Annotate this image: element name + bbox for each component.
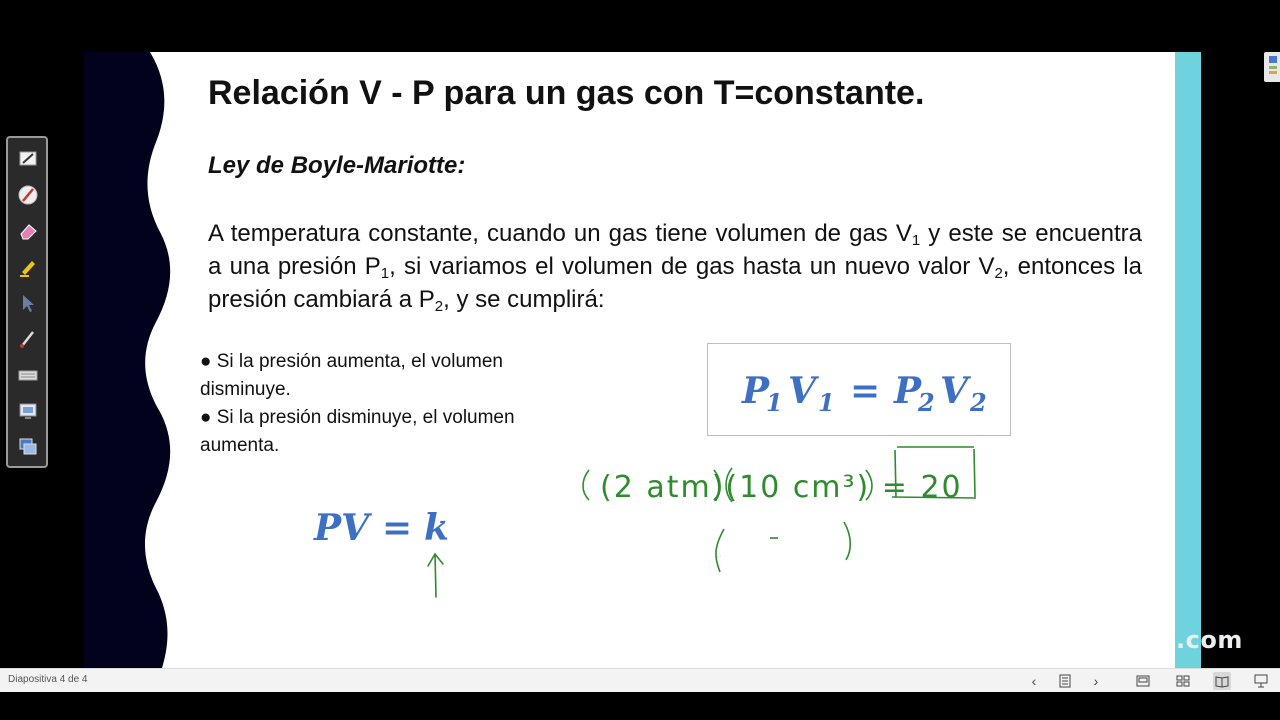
svg-text:PV: PV xyxy=(314,507,370,549)
slide-sorter-icon xyxy=(1176,675,1190,687)
slide-viewport xyxy=(0,52,1280,668)
reading-view-button[interactable] xyxy=(1213,672,1231,690)
svg-text:(2 atm)(10 cm³) = 20: (2 atm)(10 cm³) = 20 xyxy=(600,470,963,505)
svg-text:1: 1 xyxy=(766,388,783,417)
watermark: .com xyxy=(1176,626,1243,654)
accent-strip xyxy=(1175,52,1201,668)
svg-text:V: V xyxy=(788,370,816,412)
previous-slide-button[interactable]: ‹ xyxy=(1031,673,1037,689)
arrow-pointer-icon[interactable] xyxy=(17,292,39,314)
slides-icon[interactable] xyxy=(17,436,39,458)
pen-icon[interactable] xyxy=(17,148,39,170)
normal-view-icon xyxy=(1136,675,1150,687)
notes-icon xyxy=(1059,674,1071,688)
slide xyxy=(84,52,1243,668)
next-slide-button[interactable]: › xyxy=(1093,673,1099,689)
bullet-item: ● Si la presión disminuye, el volumen aumenta. xyxy=(200,407,515,456)
bottom-black-bar xyxy=(0,692,1280,720)
slides-panel-icon xyxy=(1264,52,1280,82)
status-bar xyxy=(0,668,1280,692)
slideshow-icon xyxy=(1254,674,1268,688)
law-subtitle: Ley de Boyle-Mariotte: xyxy=(208,152,466,179)
svg-text:k: k xyxy=(424,507,449,549)
svg-text:1: 1 xyxy=(818,388,835,417)
svg-text:V: V xyxy=(940,370,968,412)
svg-text:2: 2 xyxy=(918,388,935,417)
svg-text:=: = xyxy=(850,370,881,412)
laser-pointer-icon[interactable] xyxy=(17,184,39,206)
annotation-toolbar xyxy=(6,136,48,468)
slide-counter: Diapositiva 4 de 4 xyxy=(8,674,88,685)
keyboard-icon[interactable] xyxy=(17,364,39,386)
reading-view-icon xyxy=(1215,675,1229,687)
top-black-bar xyxy=(0,0,1280,52)
handwritten-equation xyxy=(583,447,976,572)
ink-color-icon[interactable] xyxy=(17,328,39,350)
svg-text:=: = xyxy=(382,507,413,549)
slide-sorter-button[interactable] xyxy=(1174,672,1192,690)
slideshow-button[interactable] xyxy=(1252,672,1270,690)
svg-text:P: P xyxy=(742,370,770,412)
handwritten-annotations xyxy=(84,52,1201,668)
law-description: A temperatura constante, cuando un gas tiene volumen de gas $V_1$ y este se encuentra a una presión $P_1$, si variamos el volumen de gas hasta un nuevo valor $V_2$, entonces la presión cambiará a $P_2$, y se cumplirá: xyxy=(208,220,1142,315)
handwriting-line2: ( - ) xyxy=(717,556,721,558)
svg-text:P: P xyxy=(894,370,922,412)
screen-icon[interactable] xyxy=(17,400,39,422)
eraser-icon[interactable] xyxy=(17,220,39,242)
panel-handle[interactable] xyxy=(1264,52,1280,82)
bullet-item: ● Si la presión aumenta, el volumen disminuye. xyxy=(200,351,503,400)
svg-text:2: 2 xyxy=(970,388,987,417)
normal-view-button[interactable] xyxy=(1134,672,1152,690)
highlighter-icon[interactable] xyxy=(17,256,39,278)
slide-title: Relación V - P para un gas con T=constante. xyxy=(208,74,925,112)
slide-list-button[interactable] xyxy=(1056,672,1074,690)
